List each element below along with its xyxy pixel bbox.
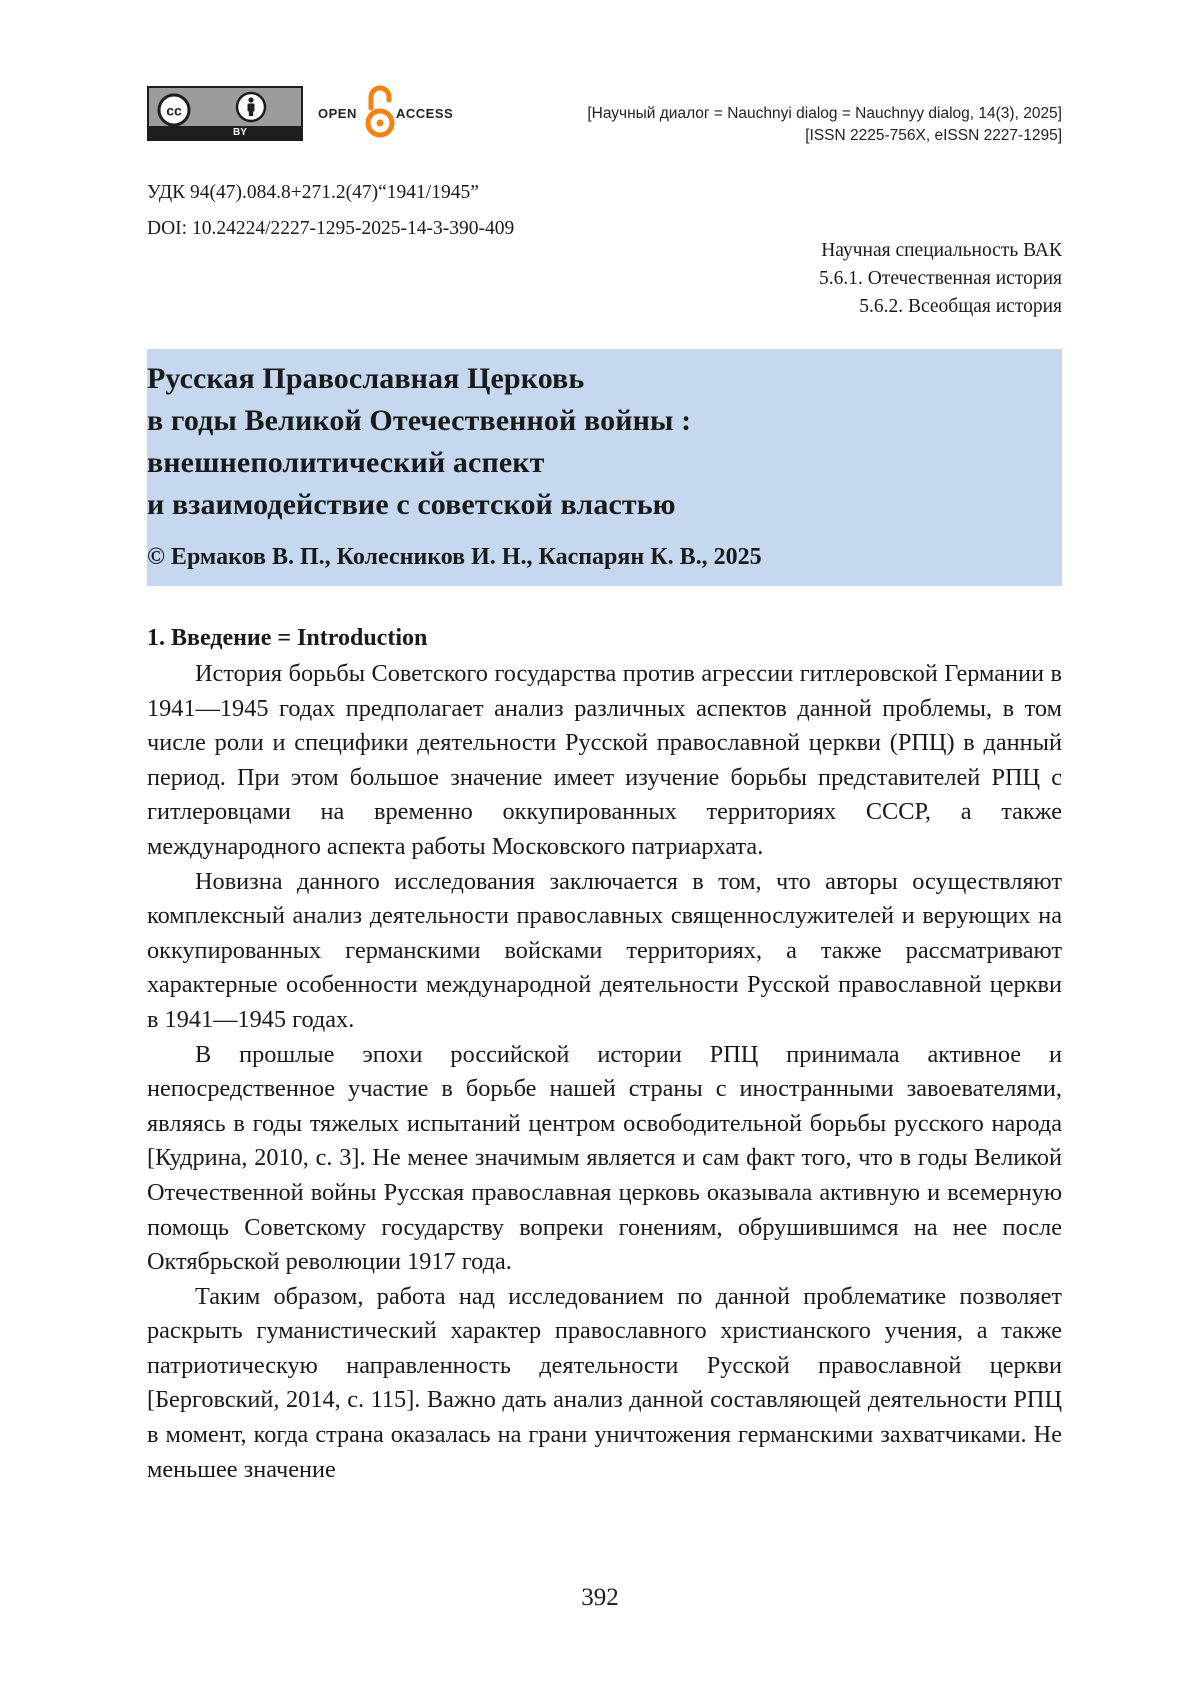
title-line-4: и взаимодействие с советской властью [147, 484, 1062, 526]
specialty-label: Научная специальность ВАК [819, 237, 1062, 265]
authors-copyright: © Ермаков В. П., Колесников И. Н., Каспарян К. В., 2025 [147, 541, 1062, 573]
title-line-2: в годы Великой Отечественной войны : [147, 400, 1062, 442]
paragraph: В прошлые эпохи российской истории РПЦ принимала активное и непосредственное участие в борьбе нашей страны с иностранными завоевателями, являясь в годы тяжелых испытаний центром освободительной борьбы русского народа [Кудрина, 2010, с. 3]. Не менее значимым является и сам факт того, что в годы Великой Отечественной войны Русская православная церковь оказывала активную и всемерную помощь Советскому государству вопреки гонениям, обрушившимся на нее после Октябрьской революции 1917 года. [147, 1038, 1062, 1280]
specialty-item-2: 5.6.2. Всеобщая история [819, 293, 1062, 321]
open-access-access-label: ACCESS [396, 106, 453, 121]
journal-issn: [ISSN 2225-756X, eISSN 2227-1295] [587, 125, 1062, 147]
open-access-open-label: OPEN [318, 106, 357, 121]
doi[interactable]: DOI: 10.24224/2227-1295-2025-14-3-390-409 [147, 211, 514, 247]
paragraph: Новизна данного исследования заключается в том, что авторы осуществляют комплексный анализ деятельности православных священнослужителей и верующих на оккупированных германскими войсками территориях, а также рассматривают характерные особенности международной деятельности Русской православной церкви в 1941—1945 годах. [147, 865, 1062, 1038]
open-access-logo [318, 84, 458, 140]
license-by-label: BY [233, 126, 247, 139]
section-body [147, 657, 1062, 1487]
creative-commons-icon [157, 93, 191, 127]
udk-code: УДК 94(47).084.8+271.2(47)“1941/1945” [147, 175, 514, 211]
svg-text:cc: cc [166, 103, 182, 119]
article-identifiers [147, 175, 514, 247]
section-heading: 1. Введение = Introduction [147, 622, 427, 654]
page-number: 392 [0, 1582, 1200, 1614]
open-lock-icon [365, 84, 395, 140]
title-line-3: внешнеполитический аспект [147, 442, 1062, 484]
specialty-item-1: 5.6.1. Отечественная история [819, 265, 1062, 293]
title-block [147, 349, 1062, 586]
title-line-1: Русская Православная Церковь [147, 358, 1062, 400]
journal-citation: [Научный диалог = Nauchnyi dialog = Nauchnyy dialog, 14(3), 2025] [587, 103, 1062, 125]
cc-by-license-badge [147, 86, 303, 141]
license-strip [149, 126, 301, 139]
journal-reference [587, 103, 1062, 147]
paragraph: История борьбы Советского государства против агрессии гитлеровской Германии в 1941—1945 годах предполагает анализ различных аспектов данной проблемы, в том числе роли и специфики деятельности Русской православной церкви (РПЦ) в данный период. При этом большое значение имеет изучение борьбы представителей РПЦ с гитлеровцами на временно оккупированных территориях СССР, а также международного аспекта работы Московского патриархата. [147, 657, 1062, 865]
paragraph: Таким образом, работа над исследованием по данной проблематике позволяет раскрыть гуманистический характер православного христианского учения, а также патриотическую направленность деятельности Русской православной церкви [Берговский, 2014, с. 115]. Важно дать анализ данной составляющей деятельности РПЦ в момент, когда страна оказалась на грани уничтожения германскими захватчиками. Не меньшее значение [147, 1280, 1062, 1488]
attribution-icon [235, 91, 267, 123]
scientific-specialty [819, 237, 1062, 321]
